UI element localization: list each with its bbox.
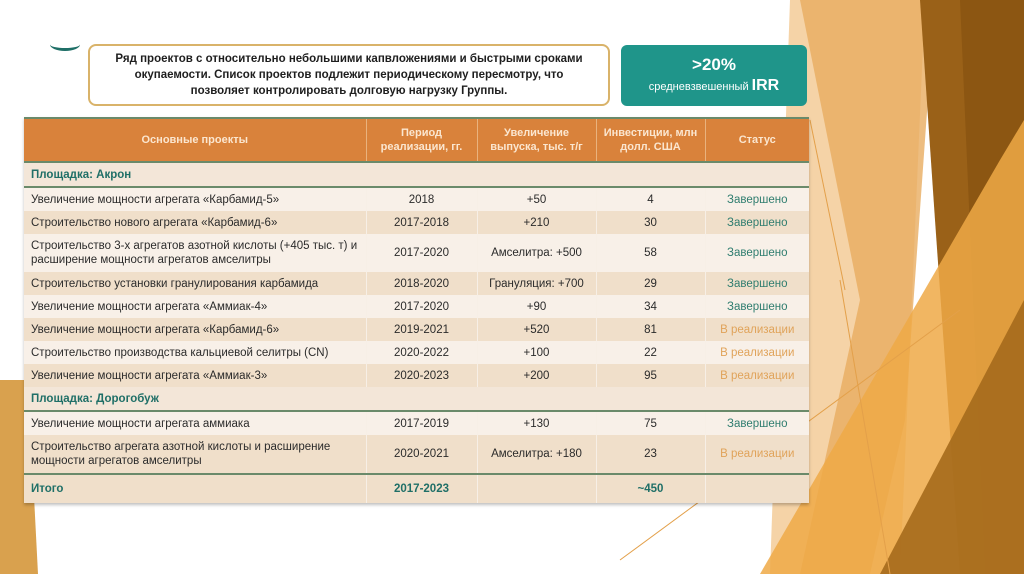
project-output: Грануляция: +700 bbox=[477, 272, 596, 295]
project-period: 2017-2020 bbox=[366, 295, 477, 318]
project-period: 2017-2018 bbox=[366, 211, 477, 234]
projects-table bbox=[24, 117, 809, 503]
project-status: В реализации bbox=[705, 318, 809, 341]
irr-label-text: средневзвешенный bbox=[648, 81, 749, 93]
table-row bbox=[24, 411, 809, 435]
project-investment: 22 bbox=[596, 341, 705, 364]
project-output: +50 bbox=[477, 187, 596, 211]
project-name: Строительство производства кальциевой селитры (CN) bbox=[24, 341, 366, 364]
project-investment: 58 bbox=[596, 234, 705, 272]
project-name: Строительство агрегата азотной кислоты и расширение мощности агрегатов амселитры bbox=[24, 435, 366, 474]
table-row bbox=[24, 295, 809, 318]
table-row bbox=[24, 211, 809, 234]
project-status: Завершено bbox=[705, 272, 809, 295]
table-body bbox=[24, 162, 809, 503]
project-investment: 29 bbox=[596, 272, 705, 295]
table-header-row bbox=[24, 118, 809, 162]
project-output: +90 bbox=[477, 295, 596, 318]
project-output: Амселитра: +500 bbox=[477, 234, 596, 272]
project-investment: 23 bbox=[596, 435, 705, 474]
project-output: +210 bbox=[477, 211, 596, 234]
project-output: +200 bbox=[477, 364, 596, 387]
project-output: +520 bbox=[477, 318, 596, 341]
header-status: Статус bbox=[705, 118, 809, 162]
section-row bbox=[24, 387, 809, 411]
project-investment: 95 bbox=[596, 364, 705, 387]
project-period: 2017-2019 bbox=[366, 411, 477, 435]
project-status: В реализации bbox=[705, 435, 809, 474]
total-investment: ~450 bbox=[596, 474, 705, 503]
project-status: Завершено bbox=[705, 295, 809, 318]
total-row bbox=[24, 474, 809, 503]
total-period: 2017-2023 bbox=[366, 474, 477, 503]
total-label: Итого bbox=[24, 474, 366, 503]
irr-metric: IRR bbox=[751, 77, 780, 94]
teal-arc-decoration bbox=[50, 38, 80, 51]
irr-label bbox=[621, 77, 807, 95]
section-title: Площадка: Дорогобуж bbox=[24, 387, 809, 411]
project-name: Увеличение мощности агрегата «Карбамид-5» bbox=[24, 187, 366, 211]
project-investment: 75 bbox=[596, 411, 705, 435]
total-status bbox=[705, 474, 809, 503]
header-period: Период реализации, гг. bbox=[366, 118, 477, 162]
project-name: Строительство нового агрегата «Карбамид-6» bbox=[24, 211, 366, 234]
project-investment: 81 bbox=[596, 318, 705, 341]
project-name: Увеличение мощности агрегата аммиака bbox=[24, 411, 366, 435]
table-row bbox=[24, 187, 809, 211]
irr-badge bbox=[621, 45, 807, 106]
table-row bbox=[24, 272, 809, 295]
project-output: Амселитра: +180 bbox=[477, 435, 596, 474]
project-name: Увеличение мощности агрегата «Карбамид-6» bbox=[24, 318, 366, 341]
project-name: Увеличение мощности агрегата «Аммиак-4» bbox=[24, 295, 366, 318]
project-period: 2020-2023 bbox=[366, 364, 477, 387]
project-name: Строительство установки гранулирования карбамида bbox=[24, 272, 366, 295]
project-name: Увеличение мощности агрегата «Аммиак-3» bbox=[24, 364, 366, 387]
project-period: 2017-2020 bbox=[366, 234, 477, 272]
project-investment: 4 bbox=[596, 187, 705, 211]
callout-text: Ряд проектов с относительно небольшими капвложениями и быстрыми сроками окупаемости. Список проектов подлежит периодическому пересмотру, что позволяет контролировать долговую нагрузку Группы. bbox=[115, 53, 583, 97]
project-period: 2018 bbox=[366, 187, 477, 211]
project-status: Завершено bbox=[705, 234, 809, 272]
info-callout bbox=[88, 44, 610, 106]
header-investment: Инвестиции, млн долл. США bbox=[596, 118, 705, 162]
project-status: Завершено bbox=[705, 411, 809, 435]
table-row bbox=[24, 234, 809, 272]
total-output bbox=[477, 474, 596, 503]
project-name: Строительство 3-х агрегатов азотной кислоты (+405 тыс. т) и расширение мощности агрегатов амселитры bbox=[24, 234, 366, 272]
header-output: Увеличение выпуска, тыс. т/г bbox=[477, 118, 596, 162]
project-period: 2020-2022 bbox=[366, 341, 477, 364]
header-projects: Основные проекты bbox=[24, 118, 366, 162]
project-investment: 30 bbox=[596, 211, 705, 234]
project-output: +130 bbox=[477, 411, 596, 435]
project-period: 2020-2021 bbox=[366, 435, 477, 474]
project-period: 2018-2020 bbox=[366, 272, 477, 295]
project-output: +100 bbox=[477, 341, 596, 364]
project-status: В реализации bbox=[705, 364, 809, 387]
project-status: В реализации bbox=[705, 341, 809, 364]
table-row bbox=[24, 341, 809, 364]
project-status: Завершено bbox=[705, 211, 809, 234]
project-period: 2019-2021 bbox=[366, 318, 477, 341]
table-row bbox=[24, 318, 809, 341]
table-row bbox=[24, 435, 809, 474]
section-title: Площадка: Акрон bbox=[24, 162, 809, 187]
irr-value: >20% bbox=[692, 55, 736, 74]
section-row bbox=[24, 162, 809, 187]
project-status: Завершено bbox=[705, 187, 809, 211]
project-investment: 34 bbox=[596, 295, 705, 318]
table-row bbox=[24, 364, 809, 387]
